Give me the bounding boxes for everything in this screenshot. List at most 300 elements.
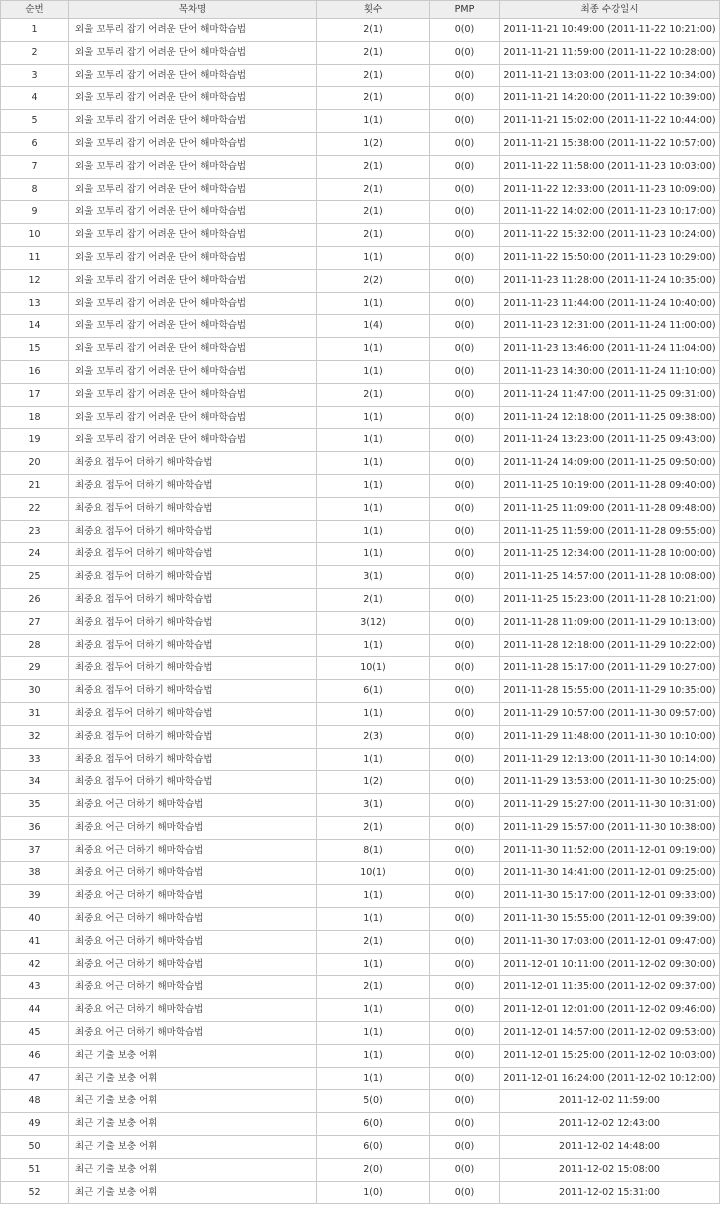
row-number: 18 bbox=[1, 406, 69, 429]
row-count: 2(1) bbox=[317, 64, 430, 87]
row-count: 2(3) bbox=[317, 725, 430, 748]
table-row bbox=[1, 474, 720, 497]
row-chapter-title: 외울 꼬투리 잡기 어려운 단어 해마학습법 bbox=[69, 178, 317, 201]
row-number: 13 bbox=[1, 292, 69, 315]
row-pmp: 0(0) bbox=[430, 497, 500, 520]
table-row bbox=[1, 110, 720, 133]
row-pmp: 0(0) bbox=[430, 885, 500, 908]
row-number: 43 bbox=[1, 976, 69, 999]
row-number: 30 bbox=[1, 680, 69, 703]
row-chapter-title: 최중요 접두어 더하기 해마학습법 bbox=[69, 474, 317, 497]
row-last-study-date: 2011-11-29 13:53:00 (2011-11-30 10:25:00) bbox=[500, 771, 720, 794]
row-number: 39 bbox=[1, 885, 69, 908]
row-chapter-title: 최근 기출 보충 어휘 bbox=[69, 1158, 317, 1181]
row-number: 44 bbox=[1, 999, 69, 1022]
row-chapter-title: 최중요 어근 더하기 해마학습법 bbox=[69, 862, 317, 885]
row-chapter-title: 최중요 접두어 더하기 해마학습법 bbox=[69, 452, 317, 475]
row-pmp: 0(0) bbox=[430, 566, 500, 589]
row-number: 9 bbox=[1, 201, 69, 224]
header-row bbox=[1, 1, 720, 19]
row-last-study-date: 2011-11-30 17:03:00 (2011-12-01 09:47:00) bbox=[500, 930, 720, 953]
row-pmp: 0(0) bbox=[430, 999, 500, 1022]
row-last-study-date: 2011-11-23 11:44:00 (2011-11-24 10:40:00) bbox=[500, 292, 720, 315]
row-last-study-date: 2011-12-02 15:31:00 bbox=[500, 1181, 720, 1204]
table-row bbox=[1, 930, 720, 953]
row-pmp: 0(0) bbox=[430, 338, 500, 361]
row-number: 47 bbox=[1, 1067, 69, 1090]
row-count: 1(4) bbox=[317, 315, 430, 338]
row-pmp: 0(0) bbox=[430, 953, 500, 976]
table-row bbox=[1, 155, 720, 178]
row-count: 3(1) bbox=[317, 566, 430, 589]
row-pmp: 0(0) bbox=[430, 680, 500, 703]
row-chapter-title: 최중요 어근 더하기 해마학습법 bbox=[69, 930, 317, 953]
table-row bbox=[1, 1158, 720, 1181]
table-row bbox=[1, 338, 720, 361]
row-chapter-title: 외울 꼬투리 잡기 어려운 단어 해마학습법 bbox=[69, 315, 317, 338]
table-row bbox=[1, 611, 720, 634]
row-pmp: 0(0) bbox=[430, 452, 500, 475]
row-chapter-title: 외울 꼬투리 잡기 어려운 단어 해마학습법 bbox=[69, 383, 317, 406]
row-number: 14 bbox=[1, 315, 69, 338]
row-count: 1(1) bbox=[317, 360, 430, 383]
row-count: 2(1) bbox=[317, 976, 430, 999]
row-last-study-date: 2011-12-02 14:48:00 bbox=[500, 1136, 720, 1159]
table-row bbox=[1, 1136, 720, 1159]
row-chapter-title: 최중요 어근 더하기 해마학습법 bbox=[69, 816, 317, 839]
row-chapter-title: 외울 꼬투리 잡기 어려운 단어 해마학습법 bbox=[69, 406, 317, 429]
row-pmp: 0(0) bbox=[430, 1044, 500, 1067]
table-row bbox=[1, 1022, 720, 1045]
row-pmp: 0(0) bbox=[430, 292, 500, 315]
row-number: 8 bbox=[1, 178, 69, 201]
row-last-study-date: 2011-11-24 11:47:00 (2011-11-25 09:31:00) bbox=[500, 383, 720, 406]
table-row bbox=[1, 885, 720, 908]
row-number: 16 bbox=[1, 360, 69, 383]
row-count: 1(1) bbox=[317, 110, 430, 133]
row-chapter-title: 외울 꼬투리 잡기 어려운 단어 해마학습법 bbox=[69, 246, 317, 269]
row-chapter-title: 최중요 접두어 더하기 해마학습법 bbox=[69, 634, 317, 657]
table-row bbox=[1, 383, 720, 406]
row-last-study-date: 2011-11-28 12:18:00 (2011-11-29 10:22:00) bbox=[500, 634, 720, 657]
row-last-study-date: 2011-11-23 11:28:00 (2011-11-24 10:35:00) bbox=[500, 269, 720, 292]
row-pmp: 0(0) bbox=[430, 1158, 500, 1181]
row-number: 36 bbox=[1, 816, 69, 839]
row-pmp: 0(0) bbox=[430, 1067, 500, 1090]
row-number: 34 bbox=[1, 771, 69, 794]
row-number: 26 bbox=[1, 588, 69, 611]
row-count: 1(1) bbox=[317, 429, 430, 452]
row-last-study-date: 2011-11-22 14:02:00 (2011-11-23 10:17:00) bbox=[500, 201, 720, 224]
row-chapter-title: 최중요 접두어 더하기 해마학습법 bbox=[69, 566, 317, 589]
row-count: 6(0) bbox=[317, 1113, 430, 1136]
table-row bbox=[1, 1044, 720, 1067]
row-chapter-title: 외울 꼬투리 잡기 어려운 단어 해마학습법 bbox=[69, 64, 317, 87]
row-pmp: 0(0) bbox=[430, 930, 500, 953]
row-count: 1(0) bbox=[317, 1181, 430, 1204]
row-number: 35 bbox=[1, 794, 69, 817]
row-pmp: 0(0) bbox=[430, 474, 500, 497]
row-count: 10(1) bbox=[317, 657, 430, 680]
row-chapter-title: 외울 꼬투리 잡기 어려운 단어 해마학습법 bbox=[69, 19, 317, 42]
table-row bbox=[1, 497, 720, 520]
table-row bbox=[1, 452, 720, 475]
table-row bbox=[1, 680, 720, 703]
row-last-study-date: 2011-11-29 15:57:00 (2011-11-30 10:38:00) bbox=[500, 816, 720, 839]
row-pmp: 0(0) bbox=[430, 1136, 500, 1159]
row-count: 2(1) bbox=[317, 224, 430, 247]
row-count: 1(1) bbox=[317, 908, 430, 931]
row-last-study-date: 2011-11-29 12:13:00 (2011-11-30 10:14:00) bbox=[500, 748, 720, 771]
row-pmp: 0(0) bbox=[430, 383, 500, 406]
row-pmp: 0(0) bbox=[430, 611, 500, 634]
row-count: 6(0) bbox=[317, 1136, 430, 1159]
row-chapter-title: 최중요 접두어 더하기 해마학습법 bbox=[69, 520, 317, 543]
row-last-study-date: 2011-12-02 12:43:00 bbox=[500, 1113, 720, 1136]
row-number: 24 bbox=[1, 543, 69, 566]
table-row bbox=[1, 794, 720, 817]
row-pmp: 0(0) bbox=[430, 794, 500, 817]
row-pmp: 0(0) bbox=[430, 908, 500, 931]
row-count: 5(0) bbox=[317, 1090, 430, 1113]
row-chapter-title: 최근 기출 보충 어휘 bbox=[69, 1067, 317, 1090]
row-last-study-date: 2011-11-21 10:49:00 (2011-11-22 10:21:00) bbox=[500, 19, 720, 42]
row-last-study-date: 2011-11-21 13:03:00 (2011-11-22 10:34:00) bbox=[500, 64, 720, 87]
row-count: 2(1) bbox=[317, 41, 430, 64]
table-row bbox=[1, 588, 720, 611]
row-count: 1(1) bbox=[317, 292, 430, 315]
row-last-study-date: 2011-11-25 12:34:00 (2011-11-28 10:00:00) bbox=[500, 543, 720, 566]
row-count: 2(1) bbox=[317, 930, 430, 953]
row-number: 21 bbox=[1, 474, 69, 497]
row-number: 45 bbox=[1, 1022, 69, 1045]
row-number: 1 bbox=[1, 19, 69, 42]
row-last-study-date: 2011-12-02 15:08:00 bbox=[500, 1158, 720, 1181]
row-chapter-title: 외울 꼬투리 잡기 어려운 단어 해마학습법 bbox=[69, 155, 317, 178]
row-last-study-date: 2011-11-28 11:09:00 (2011-11-29 10:13:00) bbox=[500, 611, 720, 634]
row-pmp: 0(0) bbox=[430, 315, 500, 338]
row-count: 1(1) bbox=[317, 885, 430, 908]
row-pmp: 0(0) bbox=[430, 657, 500, 680]
row-chapter-title: 최중요 접두어 더하기 해마학습법 bbox=[69, 748, 317, 771]
row-pmp: 0(0) bbox=[430, 19, 500, 42]
row-number: 20 bbox=[1, 452, 69, 475]
row-count: 1(1) bbox=[317, 452, 430, 475]
table-row bbox=[1, 269, 720, 292]
row-pmp: 0(0) bbox=[430, 246, 500, 269]
row-number: 50 bbox=[1, 1136, 69, 1159]
row-pmp: 0(0) bbox=[430, 201, 500, 224]
row-number: 3 bbox=[1, 64, 69, 87]
row-chapter-title: 외울 꼬투리 잡기 어려운 단어 해마학습법 bbox=[69, 110, 317, 133]
row-last-study-date: 2011-11-22 15:50:00 (2011-11-23 10:29:00) bbox=[500, 246, 720, 269]
row-last-study-date: 2011-11-28 15:55:00 (2011-11-29 10:35:00) bbox=[500, 680, 720, 703]
table-row bbox=[1, 1181, 720, 1204]
table-row bbox=[1, 839, 720, 862]
row-pmp: 0(0) bbox=[430, 543, 500, 566]
row-pmp: 0(0) bbox=[430, 87, 500, 110]
row-chapter-title: 외울 꼬투리 잡기 어려운 단어 해마학습법 bbox=[69, 292, 317, 315]
row-number: 27 bbox=[1, 611, 69, 634]
row-last-study-date: 2011-11-30 11:52:00 (2011-12-01 09:19:00) bbox=[500, 839, 720, 862]
table-row bbox=[1, 816, 720, 839]
row-pmp: 0(0) bbox=[430, 1181, 500, 1204]
row-count: 2(1) bbox=[317, 588, 430, 611]
row-count: 1(1) bbox=[317, 520, 430, 543]
table-row bbox=[1, 19, 720, 42]
row-count: 2(1) bbox=[317, 19, 430, 42]
row-chapter-title: 최중요 어근 더하기 해마학습법 bbox=[69, 976, 317, 999]
row-number: 33 bbox=[1, 748, 69, 771]
table-row bbox=[1, 725, 720, 748]
row-count: 1(2) bbox=[317, 771, 430, 794]
row-number: 28 bbox=[1, 634, 69, 657]
row-count: 10(1) bbox=[317, 862, 430, 885]
row-count: 2(0) bbox=[317, 1158, 430, 1181]
row-number: 42 bbox=[1, 953, 69, 976]
row-number: 25 bbox=[1, 566, 69, 589]
row-pmp: 0(0) bbox=[430, 1022, 500, 1045]
row-chapter-title: 외울 꼬투리 잡기 어려운 단어 해마학습법 bbox=[69, 224, 317, 247]
row-pmp: 0(0) bbox=[430, 1113, 500, 1136]
table-row bbox=[1, 543, 720, 566]
row-number: 6 bbox=[1, 132, 69, 155]
row-number: 29 bbox=[1, 657, 69, 680]
row-number: 5 bbox=[1, 110, 69, 133]
header-last-study-date: 최종 수강일시 bbox=[500, 1, 720, 19]
table-row bbox=[1, 634, 720, 657]
row-last-study-date: 2011-11-25 11:59:00 (2011-11-28 09:55:00) bbox=[500, 520, 720, 543]
row-number: 22 bbox=[1, 497, 69, 520]
row-number: 46 bbox=[1, 1044, 69, 1067]
row-count: 8(1) bbox=[317, 839, 430, 862]
row-number: 49 bbox=[1, 1113, 69, 1136]
row-last-study-date: 2011-12-01 10:11:00 (2011-12-02 09:30:00) bbox=[500, 953, 720, 976]
table-row bbox=[1, 566, 720, 589]
table-row bbox=[1, 862, 720, 885]
row-number: 7 bbox=[1, 155, 69, 178]
row-count: 1(1) bbox=[317, 338, 430, 361]
row-last-study-date: 2011-11-21 14:20:00 (2011-11-22 10:39:00) bbox=[500, 87, 720, 110]
row-count: 1(1) bbox=[317, 1022, 430, 1045]
header-pmp: PMP bbox=[430, 1, 500, 19]
row-chapter-title: 최근 기출 보충 어휘 bbox=[69, 1044, 317, 1067]
row-last-study-date: 2011-11-22 12:33:00 (2011-11-23 10:09:00) bbox=[500, 178, 720, 201]
row-chapter-title: 최중요 접두어 더하기 해마학습법 bbox=[69, 497, 317, 520]
row-chapter-title: 최근 기출 보충 어휘 bbox=[69, 1181, 317, 1204]
row-pmp: 0(0) bbox=[430, 178, 500, 201]
table-row bbox=[1, 406, 720, 429]
row-last-study-date: 2011-11-23 13:46:00 (2011-11-24 11:04:00) bbox=[500, 338, 720, 361]
row-count: 1(1) bbox=[317, 999, 430, 1022]
table-row bbox=[1, 429, 720, 452]
row-count: 2(1) bbox=[317, 816, 430, 839]
row-pmp: 0(0) bbox=[430, 132, 500, 155]
row-pmp: 0(0) bbox=[430, 634, 500, 657]
row-pmp: 0(0) bbox=[430, 748, 500, 771]
row-number: 32 bbox=[1, 725, 69, 748]
table-row bbox=[1, 1067, 720, 1090]
table-row bbox=[1, 520, 720, 543]
table-row bbox=[1, 771, 720, 794]
header-number: 순번 bbox=[1, 1, 69, 19]
table-row bbox=[1, 224, 720, 247]
row-last-study-date: 2011-11-22 15:32:00 (2011-11-23 10:24:00) bbox=[500, 224, 720, 247]
row-pmp: 0(0) bbox=[430, 110, 500, 133]
row-number: 15 bbox=[1, 338, 69, 361]
row-number: 4 bbox=[1, 87, 69, 110]
table-row bbox=[1, 41, 720, 64]
row-count: 1(1) bbox=[317, 953, 430, 976]
table-row bbox=[1, 976, 720, 999]
table-row bbox=[1, 246, 720, 269]
row-count: 2(1) bbox=[317, 87, 430, 110]
row-last-study-date: 2011-11-25 10:19:00 (2011-11-28 09:40:00) bbox=[500, 474, 720, 497]
row-last-study-date: 2011-11-23 14:30:00 (2011-11-24 11:10:00) bbox=[500, 360, 720, 383]
row-count: 2(1) bbox=[317, 383, 430, 406]
row-chapter-title: 최중요 접두어 더하기 해마학습법 bbox=[69, 702, 317, 725]
row-chapter-title: 최중요 어근 더하기 해마학습법 bbox=[69, 1022, 317, 1045]
row-count: 1(1) bbox=[317, 406, 430, 429]
row-last-study-date: 2011-12-01 14:57:00 (2011-12-02 09:53:00) bbox=[500, 1022, 720, 1045]
row-pmp: 0(0) bbox=[430, 155, 500, 178]
row-pmp: 0(0) bbox=[430, 360, 500, 383]
row-number: 10 bbox=[1, 224, 69, 247]
row-last-study-date: 2011-12-01 16:24:00 (2011-12-02 10:12:00) bbox=[500, 1067, 720, 1090]
row-last-study-date: 2011-11-29 11:48:00 (2011-11-30 10:10:00) bbox=[500, 725, 720, 748]
row-number: 31 bbox=[1, 702, 69, 725]
row-last-study-date: 2011-11-23 12:31:00 (2011-11-24 11:00:00) bbox=[500, 315, 720, 338]
table-row bbox=[1, 748, 720, 771]
row-chapter-title: 최중요 어근 더하기 해마학습법 bbox=[69, 953, 317, 976]
row-number: 19 bbox=[1, 429, 69, 452]
row-last-study-date: 2011-11-21 15:38:00 (2011-11-22 10:57:00) bbox=[500, 132, 720, 155]
row-number: 2 bbox=[1, 41, 69, 64]
row-number: 38 bbox=[1, 862, 69, 885]
row-pmp: 0(0) bbox=[430, 224, 500, 247]
row-last-study-date: 2011-11-24 14:09:00 (2011-11-25 09:50:00) bbox=[500, 452, 720, 475]
row-pmp: 0(0) bbox=[430, 429, 500, 452]
row-pmp: 0(0) bbox=[430, 702, 500, 725]
row-chapter-title: 최중요 어근 더하기 해마학습법 bbox=[69, 839, 317, 862]
row-last-study-date: 2011-12-01 11:35:00 (2011-12-02 09:37:00) bbox=[500, 976, 720, 999]
row-pmp: 0(0) bbox=[430, 725, 500, 748]
row-chapter-title: 외울 꼬투리 잡기 어려운 단어 해마학습법 bbox=[69, 132, 317, 155]
table-row bbox=[1, 657, 720, 680]
row-last-study-date: 2011-11-30 15:55:00 (2011-12-01 09:39:00) bbox=[500, 908, 720, 931]
table-row bbox=[1, 702, 720, 725]
table-row bbox=[1, 201, 720, 224]
row-chapter-title: 최중요 어근 더하기 해마학습법 bbox=[69, 999, 317, 1022]
row-pmp: 0(0) bbox=[430, 839, 500, 862]
row-last-study-date: 2011-12-01 15:25:00 (2011-12-02 10:03:00) bbox=[500, 1044, 720, 1067]
row-count: 1(1) bbox=[317, 702, 430, 725]
row-chapter-title: 최중요 접두어 더하기 해마학습법 bbox=[69, 771, 317, 794]
table-row bbox=[1, 360, 720, 383]
row-last-study-date: 2011-11-30 15:17:00 (2011-12-01 09:33:00) bbox=[500, 885, 720, 908]
row-last-study-date: 2011-12-01 12:01:00 (2011-12-02 09:46:00) bbox=[500, 999, 720, 1022]
row-pmp: 0(0) bbox=[430, 816, 500, 839]
row-last-study-date: 2011-11-29 15:27:00 (2011-11-30 10:31:00) bbox=[500, 794, 720, 817]
row-chapter-title: 최근 기출 보충 어휘 bbox=[69, 1090, 317, 1113]
table-row bbox=[1, 953, 720, 976]
row-number: 23 bbox=[1, 520, 69, 543]
row-chapter-title: 외울 꼬투리 잡기 어려운 단어 해마학습법 bbox=[69, 201, 317, 224]
row-pmp: 0(0) bbox=[430, 64, 500, 87]
row-chapter-title: 최중요 접두어 더하기 해마학습법 bbox=[69, 680, 317, 703]
row-chapter-title: 최근 기출 보충 어휘 bbox=[69, 1113, 317, 1136]
row-chapter-title: 외울 꼬투리 잡기 어려운 단어 해마학습법 bbox=[69, 269, 317, 292]
row-pmp: 0(0) bbox=[430, 269, 500, 292]
row-chapter-title: 최중요 접두어 더하기 해마학습법 bbox=[69, 611, 317, 634]
row-number: 51 bbox=[1, 1158, 69, 1181]
row-count: 1(1) bbox=[317, 497, 430, 520]
row-chapter-title: 외울 꼬투리 잡기 어려운 단어 해마학습법 bbox=[69, 338, 317, 361]
row-count: 1(1) bbox=[317, 748, 430, 771]
row-pmp: 0(0) bbox=[430, 41, 500, 64]
row-pmp: 0(0) bbox=[430, 520, 500, 543]
row-count: 2(2) bbox=[317, 269, 430, 292]
row-chapter-title: 최중요 접두어 더하기 해마학습법 bbox=[69, 725, 317, 748]
row-count: 6(1) bbox=[317, 680, 430, 703]
row-pmp: 0(0) bbox=[430, 406, 500, 429]
table-row bbox=[1, 64, 720, 87]
row-chapter-title: 최중요 접두어 더하기 해마학습법 bbox=[69, 543, 317, 566]
row-number: 12 bbox=[1, 269, 69, 292]
table-row bbox=[1, 1113, 720, 1136]
row-pmp: 0(0) bbox=[430, 862, 500, 885]
row-last-study-date: 2011-11-25 15:23:00 (2011-11-28 10:21:00) bbox=[500, 588, 720, 611]
row-chapter-title: 외울 꼬투리 잡기 어려운 단어 해마학습법 bbox=[69, 360, 317, 383]
row-count: 2(1) bbox=[317, 178, 430, 201]
row-count: 1(1) bbox=[317, 474, 430, 497]
row-count: 1(1) bbox=[317, 1044, 430, 1067]
row-last-study-date: 2011-11-21 15:02:00 (2011-11-22 10:44:00) bbox=[500, 110, 720, 133]
row-chapter-title: 외울 꼬투리 잡기 어려운 단어 해마학습법 bbox=[69, 429, 317, 452]
row-count: 3(12) bbox=[317, 611, 430, 634]
row-chapter-title: 최중요 어근 더하기 해마학습법 bbox=[69, 794, 317, 817]
row-number: 17 bbox=[1, 383, 69, 406]
table-row bbox=[1, 908, 720, 931]
row-chapter-title: 최중요 접두어 더하기 해마학습법 bbox=[69, 657, 317, 680]
row-number: 41 bbox=[1, 930, 69, 953]
row-last-study-date: 2011-11-25 11:09:00 (2011-11-28 09:48:00) bbox=[500, 497, 720, 520]
row-last-study-date: 2011-11-30 14:41:00 (2011-12-01 09:25:00) bbox=[500, 862, 720, 885]
row-number: 11 bbox=[1, 246, 69, 269]
row-last-study-date: 2011-11-29 10:57:00 (2011-11-30 09:57:00) bbox=[500, 702, 720, 725]
row-last-study-date: 2011-11-28 15:17:00 (2011-11-29 10:27:00) bbox=[500, 657, 720, 680]
row-pmp: 0(0) bbox=[430, 1090, 500, 1113]
row-pmp: 0(0) bbox=[430, 771, 500, 794]
row-pmp: 0(0) bbox=[430, 588, 500, 611]
row-last-study-date: 2011-11-25 14:57:00 (2011-11-28 10:08:00) bbox=[500, 566, 720, 589]
row-count: 2(1) bbox=[317, 201, 430, 224]
row-chapter-title: 최근 기출 보충 어휘 bbox=[69, 1136, 317, 1159]
table-row bbox=[1, 132, 720, 155]
row-count: 3(1) bbox=[317, 794, 430, 817]
row-pmp: 0(0) bbox=[430, 976, 500, 999]
table-row bbox=[1, 292, 720, 315]
row-last-study-date: 2011-11-22 11:58:00 (2011-11-23 10:03:00) bbox=[500, 155, 720, 178]
row-last-study-date: 2011-12-02 11:59:00 bbox=[500, 1090, 720, 1113]
row-number: 48 bbox=[1, 1090, 69, 1113]
row-count: 1(2) bbox=[317, 132, 430, 155]
row-last-study-date: 2011-11-21 11:59:00 (2011-11-22 10:28:00) bbox=[500, 41, 720, 64]
row-count: 1(1) bbox=[317, 1067, 430, 1090]
row-number: 40 bbox=[1, 908, 69, 931]
row-last-study-date: 2011-11-24 13:23:00 (2011-11-25 09:43:00) bbox=[500, 429, 720, 452]
row-number: 52 bbox=[1, 1181, 69, 1204]
